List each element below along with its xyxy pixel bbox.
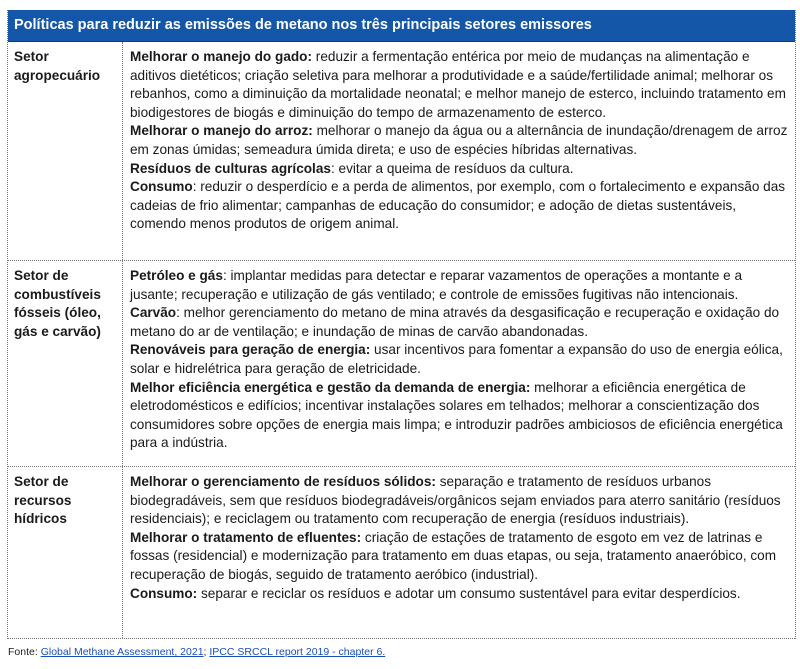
policy-item [130, 473, 789, 529]
table-row-fossil-fuels [8, 261, 795, 467]
policy-list [123, 467, 795, 638]
policy-item [130, 267, 789, 304]
policy-item [130, 122, 789, 159]
policy-heading: Carvão [130, 305, 177, 321]
policy-text: criação de estações de tratamento de esgoto em vez de latrinas e fossas (residencial) e modernização para tratamento em duas etapas, ou seja, tratamento anaeróbico, com recuperação de biogás, seguido de tratamento aeróbico (industrial). [130, 529, 777, 582]
policy-item [130, 529, 789, 585]
source-label: Fonte: [8, 646, 41, 658]
sector-label: Setor de recursos hídricos [8, 467, 123, 638]
policy-heading: Resíduos de culturas agrícolas [130, 160, 331, 176]
policy-text: : reduzir o desperdício e a perda de alimentos, por exemplo, com o fortalecimento e expansão das cadeias de frio alimentar; campanhas de educação do consumidor; e adoção de dietas sustentáveis, comendo menos produtos de origem animal. [130, 179, 786, 232]
policy-item [130, 585, 789, 604]
policy-text: usar incentivos para fomentar a expansão do uso de energia eólica, solar e hidrelétrica para geração de eletricidade. [130, 342, 783, 376]
policy-list [123, 261, 795, 466]
policy-heading: Melhorar o gerenciamento de resíduos sólidos: [130, 474, 436, 489]
table-title: Políticas para reduzir as emissões de metano nos três principais setores emissores [8, 10, 795, 42]
policy-heading: Melhorar o manejo do arroz: [130, 123, 313, 139]
policy-text: melhorar a eficiência energética de eletrodomésticos e edifícios; incentivar instalações solares em telhados; melhorar a conscientização dos consumidores sobre opções de energia mais limpa; e introduzir padrões ambiciosos de eficiência energética para a indústria. [130, 379, 783, 451]
source-link-global-methane[interactable]: Global Methane Assessment, 2021 [40, 646, 204, 658]
table-row-water [8, 467, 795, 639]
policy-item [130, 178, 789, 234]
policy-text: : implantar medidas para detectar e reparar vazamentos de operações a montante e a jusante; recuperação e utilização de gás ventilado; e controle de emissões fugitivas não intencionais. [130, 268, 743, 302]
policy-heading: Melhor eficiência energética e gestão da demanda de energia: [130, 379, 531, 395]
source-separator: ; [203, 646, 210, 658]
policy-text: : melhor gerenciamento do metano de mina através da desgasificação e recuperação e oxidação do metano do ar de ventilação; e inundação de minas de carvão abandonadas. [130, 305, 780, 339]
policy-item [130, 304, 789, 341]
table-row-agriculture [8, 42, 795, 261]
source-note [8, 646, 385, 658]
source-link-ipcc[interactable]: IPCC SRCCL report 2019 - chapter 6. [209, 646, 386, 658]
policy-heading: Consumo [130, 179, 193, 195]
policy-text: melhorar o manejo da água ou a alternância de inundação/drenagem de arroz em zonas úmidas; semeadura úmida direta; e uso de espécies híbridas alternativas. [130, 123, 788, 157]
policy-item [130, 341, 789, 378]
sector-label: Setor agropecuário [8, 42, 123, 260]
policy-item [130, 160, 789, 179]
policy-text: separar e reciclar os resíduos e adotar um consumo sustentável para evitar desperdícios. [197, 585, 741, 601]
sector-label: Setor de combustíveis fósseis (óleo, gás e carvão) [8, 261, 123, 466]
policy-text: separação e tratamento de resíduos urbanos biodegradáveis, sem que resíduos biodegradáveis/orgânicos sejam enviados para aterro sanitário (resíduos residenciais); e reciclagem ou tratamento com recuperação de energia (resíduos industriais). [130, 474, 781, 527]
policy-text: reduzir a fermentação entérica por meio de mudanças na alimentação e aditivos dietéticos; criação seletiva para melhorar a produtividade e a saúde/fertilidade animal; melhorar os rebanhos, como a diminuição da mortalidade neonatal; e melhor manejo de esterco, incluindo tratamento em biodigestores de biogás e diminuição do tempo de armazenamento de esterco. [130, 49, 786, 120]
policy-item [130, 48, 789, 122]
policy-heading: Petróleo e gás [130, 268, 223, 283]
policy-heading: Renováveis para geração de energia: [130, 342, 371, 358]
policy-heading: Consumo: [130, 585, 198, 601]
policy-heading: Melhorar o manejo do gado: [130, 49, 313, 64]
policy-list [123, 42, 795, 260]
policy-text: : evitar a queima de resíduos da cultura. [330, 160, 574, 176]
policy-item [130, 379, 789, 453]
policy-heading: Melhorar o tratamento de efluentes: [130, 529, 362, 545]
policies-table [7, 10, 796, 639]
